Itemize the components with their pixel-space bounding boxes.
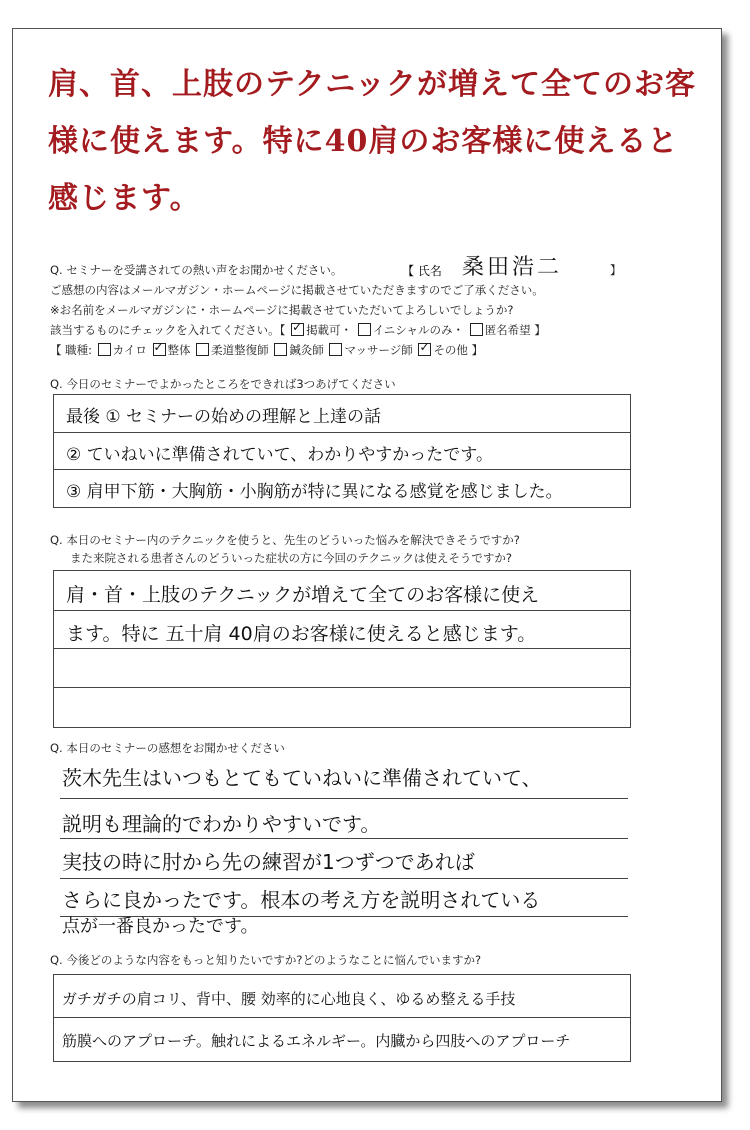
publish-ok-label: 掲載可・ [306,323,353,337]
anonymous-checkbox[interactable] [470,323,483,336]
job-other-label: その他 [433,343,468,357]
q2-row-1 [54,571,630,611]
job-seitai-checkbox[interactable] [153,343,166,356]
q4-answer-1: ガチガチの肩コリ、背中、腰 効率的に心地良く、ゆるめ整える手技 [62,990,516,1008]
q1-answer-box [53,394,631,508]
q3-answer-4: さらに良かったです。根本の考え方を説明されている [62,888,541,912]
q1-row-3 [54,470,630,507]
q3-question: Q. 本日のセミナーの感想をお聞かせください [50,741,285,755]
headline: 肩、首、上肢のテクニックが増えて全てのお客様に使えます。特に40肩のお客様に使えると感じます。 [48,67,696,216]
name-field [402,262,442,279]
job-massage-checkbox[interactable] [329,343,342,356]
q3-rule [60,838,628,839]
job-suffix: 】 [471,343,484,357]
job-acupuncture-label: 鍼灸師 [289,343,324,357]
job-options-row [50,342,483,358]
q2-row-2 [54,611,630,649]
publish-prefix: 該当するものにチェックを入れてください。【 [50,323,286,337]
q3-answer-5: 点が一番良かったです。 [62,916,259,937]
q4-question: Q. 今後どのような内容をもっと知りたいですか?どのようなことに悩んでいますか? [50,953,482,967]
job-seitai-label: 整体 [167,343,191,357]
q1-answer-1: 最後 ① セミナーの始めの理解と上達の話 [66,407,382,427]
q4-answer-2: 筋膜へのアプローチ。触れによるエネルギー。内臓から四肢へのアプローチ [62,1032,571,1050]
q2-row-4 [54,688,630,727]
q4-row-2 [54,1018,630,1061]
q3-answer-2: 説明も理論的でわかりやすいです。 [62,812,381,836]
q1-answer-3: ③ 肩甲下筋・大胸筋・小胸筋が特に異になる感覚を感じました。 [66,482,563,502]
q4-answer-box [53,974,631,1062]
job-other-checkbox[interactable] [418,343,431,356]
publish-options-row [50,322,546,338]
q3-answer-3: 実技の時に肘から先の練習が1つずつであれば [62,850,475,874]
publish-ok-checkbox[interactable] [291,323,304,336]
name-handwritten: 桑田浩二 [462,255,563,280]
name-permission-note: ※お名前をメールマガジンに・ホームページに掲載させていただいてよろしいでしょうか? [50,303,514,317]
publish-suffix: 】 [534,323,546,337]
anonymous-label: 匿名希望 [484,323,531,337]
q2-answer-1: 肩・首・上肢のテクニックが増えて全てのお客様に使え [66,584,540,606]
initial-only-checkbox[interactable] [358,323,371,336]
q1-row-1 [54,395,630,433]
publish-note: ご感想の内容はメールマガジン・ホームページに掲載させていただきますのでご了承ください。 [50,283,544,297]
q2-question-1: Q. 本日のセミナー内のテクニックを使うと、先生のどういった悩みを解決できそうですか? [50,533,520,547]
q1-question: Q. 今日のセミナーでよかったところをできれば3つあげてください [50,377,396,391]
q3-rule [60,798,628,799]
q1-row-2 [54,433,630,470]
job-chiro-label: カイロ [112,343,147,357]
q3-rule [60,878,628,879]
job-judo-checkbox[interactable] [196,343,209,356]
q2-row-3 [54,649,630,688]
job-judo-label: 柔道整復師 [211,343,269,357]
job-chiro-checkbox[interactable] [98,343,111,356]
name-label: 【 氏名 [402,264,442,278]
name-close: 】 [610,263,622,277]
initial-only-label: イニシャルのみ・ [372,323,465,337]
voice-question: Q. セミナーを受講されての熱い声をお聞かせください。 [50,263,343,277]
job-massage-label: マッサージ師 [344,343,413,357]
job-acupuncture-checkbox[interactable] [274,343,287,356]
q4-row-1 [54,975,630,1018]
q2-answer-2: ます。特に 五十肩 40肩のお客様に使えると感じます。 [66,623,537,645]
q2-question-2: また来院される患者さんのどういった症状の方に今回のテクニックは使えそうですか? [70,551,512,565]
q2-answer-box [53,570,631,728]
job-prefix: 【 職種: [50,343,93,357]
q3-answer-1: 茨木先生はいつもとてもていねいに準備されていて、 [62,766,542,790]
q1-answer-2: ② ていねいに準備されていて、わかりやすかったです。 [66,445,493,465]
